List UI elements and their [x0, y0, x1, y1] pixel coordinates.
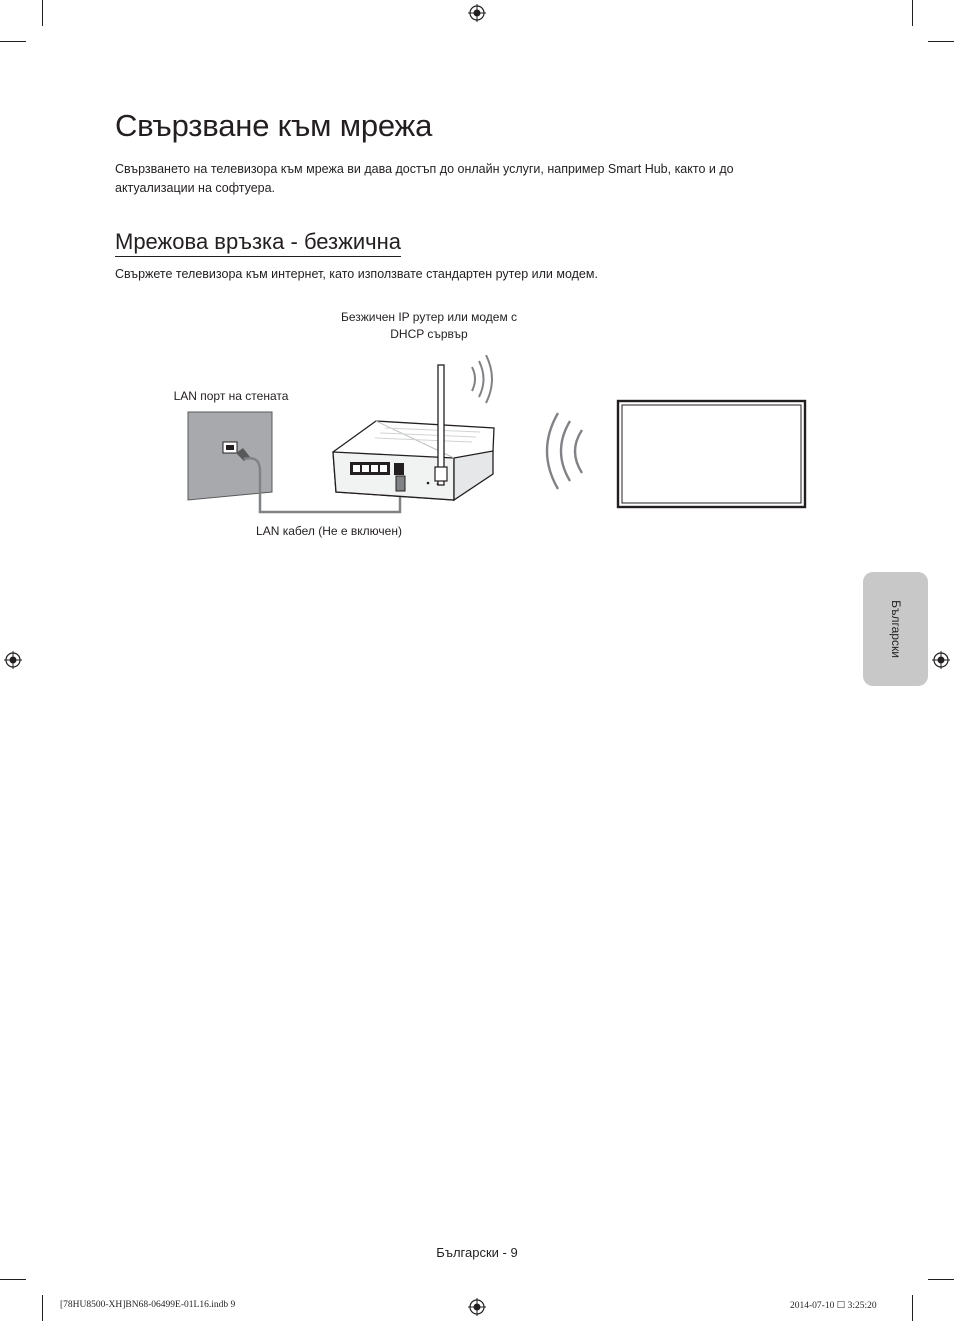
router-label [320, 309, 538, 343]
language-side-tab [863, 572, 928, 686]
wifi-waves-icon [472, 355, 492, 403]
router-icon [333, 365, 494, 500]
registration-mark-icon [468, 1298, 486, 1316]
registration-mark-icon [468, 4, 486, 22]
crop-mark [42, 0, 43, 26]
crop-mark [912, 0, 913, 26]
crop-mark [42, 1295, 43, 1321]
router-label-line1: Безжичен IP рутер или модем с [340, 310, 518, 324]
crop-mark [928, 1279, 954, 1280]
intro-paragraph: Свързването на телевизора към мрежа ви дава достъп до онлайн услуги, например Smart Hub, както и до актуализации на софтуера. [115, 162, 734, 195]
registration-mark-icon [932, 651, 950, 669]
registration-mark-icon [4, 651, 22, 669]
section-title: Мрежова връзка - безжична [115, 229, 401, 257]
crop-mark [912, 1295, 913, 1321]
wall-port-label: LAN порт на стената [173, 389, 289, 403]
crop-mark [0, 41, 26, 42]
print-timestamp: 2014-07-10 ☐ 3:25:20 [790, 1301, 877, 1311]
tv-icon [618, 401, 805, 507]
page-title: Свързване към мрежа [115, 108, 433, 143]
section-lead: Свържете телевизора към интернет, като използвате стандартен рутер или модем. [115, 267, 598, 281]
language-side-tab-label: Български [888, 600, 903, 658]
crop-mark [0, 1279, 26, 1280]
cable-label: LAN кабел (Не е включен) [256, 524, 402, 538]
router-label-line2: DHCP сървър [390, 327, 468, 341]
file-info: [78HU8500-XH]BN68-06499E-01L16.indb 9 [60, 1300, 236, 1310]
crop-mark [928, 41, 954, 42]
page-number: Български - 9 [436, 1245, 518, 1260]
wifi-waves-icon [547, 413, 582, 489]
network-diagram [180, 355, 820, 525]
